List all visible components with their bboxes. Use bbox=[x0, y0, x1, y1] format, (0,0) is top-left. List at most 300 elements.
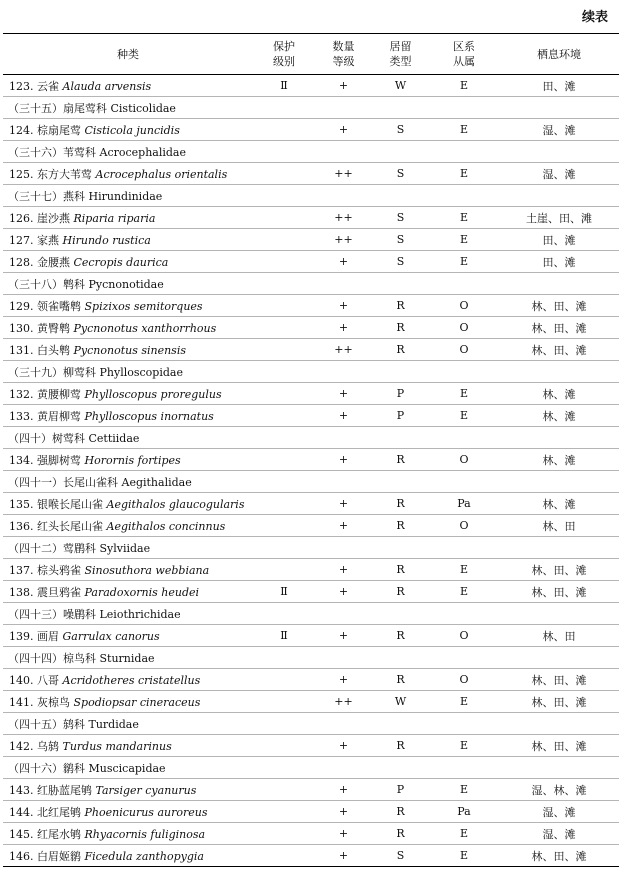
table-body bbox=[3, 75, 619, 867]
empty-cell bbox=[315, 273, 372, 295]
habitat: 湿、滩 bbox=[499, 801, 619, 823]
species-table bbox=[3, 33, 619, 867]
empty-cell bbox=[253, 603, 315, 625]
species-row bbox=[3, 449, 619, 471]
empty-cell bbox=[429, 141, 499, 163]
fauna-type: E bbox=[429, 735, 499, 757]
habitat: 林、田 bbox=[499, 625, 619, 647]
species-cn-name: 132. 黄腰柳莺 bbox=[9, 387, 81, 401]
empty-cell bbox=[499, 471, 619, 493]
residence-type: R bbox=[372, 801, 429, 823]
species-cn-name: 145. 红尾水鸲 bbox=[9, 827, 81, 841]
species-latin-name: Aegithalos concinnus bbox=[106, 519, 226, 533]
species-name bbox=[3, 691, 253, 713]
species-row bbox=[3, 515, 619, 537]
species-latin-name: Turdus mandarinus bbox=[62, 739, 172, 753]
family-label: （四十三）噪鹛科 Leiothrichidae bbox=[3, 603, 253, 625]
habitat: 田、滩 bbox=[499, 229, 619, 251]
species-latin-name: Paradoxornis heudei bbox=[84, 585, 200, 599]
residence-type: R bbox=[372, 493, 429, 515]
abundance-level: + bbox=[315, 779, 372, 801]
species-latin-name: Acrocephalus orientalis bbox=[95, 167, 228, 181]
species-name bbox=[3, 493, 253, 515]
species-latin-name: Hirundo rustica bbox=[62, 233, 151, 247]
empty-cell bbox=[315, 603, 372, 625]
residence-type: R bbox=[372, 339, 429, 361]
header-protection-line1: 保护 bbox=[273, 40, 295, 53]
residence-type: P bbox=[372, 405, 429, 427]
residence-type: R bbox=[372, 735, 429, 757]
species-row bbox=[3, 251, 619, 273]
species-name bbox=[3, 669, 253, 691]
empty-cell bbox=[315, 713, 372, 735]
family-row bbox=[3, 471, 619, 493]
species-cn-name: 135. 银喉长尾山雀 bbox=[9, 497, 103, 511]
fauna-type: E bbox=[429, 383, 499, 405]
abundance-level: + bbox=[315, 317, 372, 339]
species-name bbox=[3, 779, 253, 801]
empty-cell bbox=[429, 471, 499, 493]
species-name bbox=[3, 251, 253, 273]
habitat: 林、滩 bbox=[499, 405, 619, 427]
species-name bbox=[3, 163, 253, 185]
fauna-type: E bbox=[429, 845, 499, 867]
habitat: 湿、滩 bbox=[499, 163, 619, 185]
habitat: 林、田、滩 bbox=[499, 735, 619, 757]
species-latin-name: Spodiopsar cineraceus bbox=[73, 695, 201, 709]
family-row bbox=[3, 537, 619, 559]
species-name bbox=[3, 75, 253, 97]
empty-cell bbox=[253, 97, 315, 119]
empty-cell bbox=[253, 471, 315, 493]
protection-level bbox=[253, 207, 315, 229]
abundance-level: ++ bbox=[315, 163, 372, 185]
species-row bbox=[3, 735, 619, 757]
abundance-level: + bbox=[315, 581, 372, 603]
species-name bbox=[3, 449, 253, 471]
family-row bbox=[3, 273, 619, 295]
empty-cell bbox=[372, 141, 429, 163]
header-species bbox=[3, 34, 253, 75]
species-row bbox=[3, 119, 619, 141]
residence-type: R bbox=[372, 581, 429, 603]
protection-level: Ⅱ bbox=[253, 581, 315, 603]
family-label: （三十八）鹎科 Pycnonotidae bbox=[3, 273, 253, 295]
protection-level bbox=[253, 493, 315, 515]
species-row bbox=[3, 801, 619, 823]
species-row bbox=[3, 691, 619, 713]
abundance-level: + bbox=[315, 515, 372, 537]
species-cn-name: 137. 棕头鸦雀 bbox=[9, 563, 81, 577]
empty-cell bbox=[253, 185, 315, 207]
abundance-level: + bbox=[315, 801, 372, 823]
abundance-level: + bbox=[315, 845, 372, 867]
residence-type: S bbox=[372, 207, 429, 229]
fauna-type: E bbox=[429, 229, 499, 251]
family-label: （四十二）莺鹛科 Sylviidae bbox=[3, 537, 253, 559]
empty-cell bbox=[499, 141, 619, 163]
species-cn-name: 142. 乌鸫 bbox=[9, 739, 59, 753]
species-name bbox=[3, 229, 253, 251]
empty-cell bbox=[499, 427, 619, 449]
species-cn-name: 131. 白头鹎 bbox=[9, 343, 70, 357]
species-name bbox=[3, 515, 253, 537]
species-name bbox=[3, 823, 253, 845]
species-cn-name: 130. 黄臀鹎 bbox=[9, 321, 70, 335]
protection-level bbox=[253, 801, 315, 823]
habitat: 林、田、滩 bbox=[499, 691, 619, 713]
species-latin-name: Garrulax canorus bbox=[62, 629, 160, 643]
header-row bbox=[3, 34, 619, 75]
fauna-type: O bbox=[429, 515, 499, 537]
empty-cell bbox=[253, 537, 315, 559]
species-row bbox=[3, 625, 619, 647]
header-protection bbox=[253, 34, 315, 75]
protection-level bbox=[253, 295, 315, 317]
empty-cell bbox=[372, 471, 429, 493]
species-latin-name: Tarsiger cyanurus bbox=[95, 783, 197, 797]
species-latin-name: Phoenicurus auroreus bbox=[84, 805, 208, 819]
protection-level bbox=[253, 845, 315, 867]
species-row bbox=[3, 317, 619, 339]
abundance-level: + bbox=[315, 295, 372, 317]
residence-type: P bbox=[372, 383, 429, 405]
fauna-type: O bbox=[429, 317, 499, 339]
habitat: 林、田、滩 bbox=[499, 295, 619, 317]
abundance-level: + bbox=[315, 405, 372, 427]
species-latin-name: Cisticola juncidis bbox=[84, 123, 180, 137]
species-latin-name: Phylloscopus inornatus bbox=[84, 409, 214, 423]
habitat: 林、滩 bbox=[499, 383, 619, 405]
species-row bbox=[3, 295, 619, 317]
species-cn-name: 140. 八哥 bbox=[9, 673, 59, 687]
protection-level: Ⅱ bbox=[253, 75, 315, 97]
family-label: （四十五）鸫科 Turdidae bbox=[3, 713, 253, 735]
family-row bbox=[3, 757, 619, 779]
empty-cell bbox=[372, 537, 429, 559]
protection-level bbox=[253, 735, 315, 757]
empty-cell bbox=[429, 427, 499, 449]
protection-level bbox=[253, 559, 315, 581]
family-label: （三十六）苇莺科 Acrocephalidae bbox=[3, 141, 253, 163]
table-header bbox=[3, 34, 619, 75]
species-name bbox=[3, 801, 253, 823]
residence-type: W bbox=[372, 75, 429, 97]
empty-cell bbox=[315, 97, 372, 119]
abundance-level: + bbox=[315, 251, 372, 273]
fauna-type: E bbox=[429, 779, 499, 801]
fauna-type: Pa bbox=[429, 801, 499, 823]
header-fauna-line2: 从属 bbox=[453, 55, 475, 68]
family-row bbox=[3, 603, 619, 625]
residence-type: R bbox=[372, 515, 429, 537]
species-latin-name: Pycnonotus xanthorrhous bbox=[73, 321, 217, 335]
empty-cell bbox=[372, 427, 429, 449]
empty-cell bbox=[253, 361, 315, 383]
family-row bbox=[3, 141, 619, 163]
abundance-level: + bbox=[315, 625, 372, 647]
fauna-type: E bbox=[429, 207, 499, 229]
residence-type: S bbox=[372, 845, 429, 867]
empty-cell bbox=[315, 427, 372, 449]
fauna-type: O bbox=[429, 625, 499, 647]
empty-cell bbox=[429, 185, 499, 207]
empty-cell bbox=[429, 757, 499, 779]
habitat: 湿、滩 bbox=[499, 119, 619, 141]
residence-type: S bbox=[372, 163, 429, 185]
abundance-level: ++ bbox=[315, 691, 372, 713]
fauna-type: E bbox=[429, 405, 499, 427]
empty-cell bbox=[499, 361, 619, 383]
species-row bbox=[3, 559, 619, 581]
protection-level bbox=[253, 383, 315, 405]
species-latin-name: Horornis fortipes bbox=[84, 453, 181, 467]
header-abundance-line1: 数量 bbox=[332, 40, 355, 53]
abundance-level: + bbox=[315, 75, 372, 97]
species-row bbox=[3, 75, 619, 97]
empty-cell bbox=[253, 713, 315, 735]
family-label: （三十七）燕科 Hirundinidae bbox=[3, 185, 253, 207]
empty-cell bbox=[372, 185, 429, 207]
fauna-type: E bbox=[429, 75, 499, 97]
residence-type: S bbox=[372, 119, 429, 141]
protection-level bbox=[253, 251, 315, 273]
species-cn-name: 129. 领雀嘴鹎 bbox=[9, 299, 81, 313]
species-name bbox=[3, 405, 253, 427]
species-latin-name: Rhyacornis fuliginosa bbox=[84, 827, 206, 841]
species-name bbox=[3, 581, 253, 603]
fauna-type: O bbox=[429, 449, 499, 471]
habitat: 林、田、滩 bbox=[499, 339, 619, 361]
family-label: （三十九）柳莺科 Phylloscopidae bbox=[3, 361, 253, 383]
empty-cell bbox=[499, 603, 619, 625]
habitat: 田、滩 bbox=[499, 75, 619, 97]
empty-cell bbox=[315, 471, 372, 493]
species-name bbox=[3, 845, 253, 867]
header-abundance bbox=[315, 34, 372, 75]
species-row bbox=[3, 669, 619, 691]
species-cn-name: 133. 黄眉柳莺 bbox=[9, 409, 81, 423]
protection-level bbox=[253, 691, 315, 713]
protection-level bbox=[253, 449, 315, 471]
abundance-level: + bbox=[315, 669, 372, 691]
family-row bbox=[3, 97, 619, 119]
species-cn-name: 124. 棕扇尾莺 bbox=[9, 123, 81, 137]
habitat: 湿、林、滩 bbox=[499, 779, 619, 801]
residence-type: S bbox=[372, 251, 429, 273]
protection-level bbox=[253, 779, 315, 801]
header-residence bbox=[372, 34, 429, 75]
fauna-type: O bbox=[429, 669, 499, 691]
empty-cell bbox=[429, 273, 499, 295]
empty-cell bbox=[499, 97, 619, 119]
empty-cell bbox=[372, 361, 429, 383]
empty-cell bbox=[315, 537, 372, 559]
fauna-type: Pa bbox=[429, 493, 499, 515]
protection-level bbox=[253, 163, 315, 185]
header-habitat-label: 栖息环境 bbox=[537, 47, 581, 61]
fauna-type: E bbox=[429, 581, 499, 603]
habitat: 林、田、滩 bbox=[499, 581, 619, 603]
abundance-level: + bbox=[315, 559, 372, 581]
continued-label: 续表 bbox=[581, 10, 608, 25]
empty-cell bbox=[499, 185, 619, 207]
species-row bbox=[3, 339, 619, 361]
habitat: 林、田、滩 bbox=[499, 845, 619, 867]
species-cn-name: 144. 北红尾鸲 bbox=[9, 805, 81, 819]
family-row bbox=[3, 713, 619, 735]
fauna-type: E bbox=[429, 251, 499, 273]
header-abundance-line2: 等级 bbox=[332, 55, 355, 68]
residence-type: R bbox=[372, 559, 429, 581]
empty-cell bbox=[253, 273, 315, 295]
empty-cell bbox=[372, 603, 429, 625]
species-row bbox=[3, 823, 619, 845]
species-cn-name: 123. 云雀 bbox=[9, 79, 59, 93]
family-row bbox=[3, 427, 619, 449]
empty-cell bbox=[372, 97, 429, 119]
abundance-level: + bbox=[315, 449, 372, 471]
abundance-level: + bbox=[315, 119, 372, 141]
habitat: 湿、滩 bbox=[499, 823, 619, 845]
empty-cell bbox=[429, 97, 499, 119]
empty-cell bbox=[499, 273, 619, 295]
species-row bbox=[3, 383, 619, 405]
species-row bbox=[3, 229, 619, 251]
empty-cell bbox=[499, 537, 619, 559]
species-name bbox=[3, 207, 253, 229]
empty-cell bbox=[315, 647, 372, 669]
habitat: 林、田、滩 bbox=[499, 669, 619, 691]
habitat: 林、滩 bbox=[499, 449, 619, 471]
species-row bbox=[3, 163, 619, 185]
empty-cell bbox=[372, 757, 429, 779]
family-label: （四十）树莺科 Cettiidae bbox=[3, 427, 253, 449]
header-residence-line2: 类型 bbox=[389, 55, 412, 68]
species-row bbox=[3, 581, 619, 603]
species-name bbox=[3, 559, 253, 581]
species-cn-name: 125. 东方大苇莺 bbox=[9, 167, 92, 181]
species-cn-name: 146. 白眉姬鹟 bbox=[9, 849, 81, 863]
species-cn-name: 139. 画眉 bbox=[9, 629, 59, 643]
fauna-type: E bbox=[429, 119, 499, 141]
abundance-level: + bbox=[315, 493, 372, 515]
empty-cell bbox=[429, 537, 499, 559]
empty-cell bbox=[253, 757, 315, 779]
fauna-type: O bbox=[429, 339, 499, 361]
protection-level bbox=[253, 119, 315, 141]
family-label: （四十一）长尾山雀科 Aegithalidae bbox=[3, 471, 253, 493]
habitat: 林、田 bbox=[499, 515, 619, 537]
species-name bbox=[3, 625, 253, 647]
species-cn-name: 126. 崖沙燕 bbox=[9, 211, 70, 225]
residence-type: W bbox=[372, 691, 429, 713]
header-fauna-line1: 区系 bbox=[453, 40, 475, 53]
empty-cell bbox=[253, 427, 315, 449]
empty-cell bbox=[499, 713, 619, 735]
fauna-type: E bbox=[429, 559, 499, 581]
abundance-level: ++ bbox=[315, 207, 372, 229]
header-species-label: 种类 bbox=[117, 47, 139, 61]
abundance-level: + bbox=[315, 383, 372, 405]
header-fauna bbox=[429, 34, 499, 75]
species-latin-name: Pycnonotus sinensis bbox=[73, 343, 186, 357]
residence-type: R bbox=[372, 295, 429, 317]
empty-cell bbox=[429, 647, 499, 669]
protection-level bbox=[253, 339, 315, 361]
family-row bbox=[3, 647, 619, 669]
residence-type: R bbox=[372, 823, 429, 845]
empty-cell bbox=[315, 185, 372, 207]
species-row bbox=[3, 779, 619, 801]
habitat: 土崖、田、滩 bbox=[499, 207, 619, 229]
species-cn-name: 141. 灰椋鸟 bbox=[9, 695, 70, 709]
empty-cell bbox=[315, 141, 372, 163]
empty-cell bbox=[429, 713, 499, 735]
abundance-level: ++ bbox=[315, 229, 372, 251]
residence-type: R bbox=[372, 669, 429, 691]
empty-cell bbox=[372, 713, 429, 735]
family-label: （四十四）椋鸟科 Sturnidae bbox=[3, 647, 253, 669]
species-name bbox=[3, 119, 253, 141]
abundance-level: + bbox=[315, 823, 372, 845]
species-latin-name: Spizixos semitorques bbox=[84, 299, 203, 313]
species-name bbox=[3, 383, 253, 405]
empty-cell bbox=[253, 647, 315, 669]
species-cn-name: 136. 红头长尾山雀 bbox=[9, 519, 103, 533]
residence-type: R bbox=[372, 449, 429, 471]
empty-cell bbox=[315, 757, 372, 779]
empty-cell bbox=[429, 603, 499, 625]
species-cn-name: 138. 震旦鸦雀 bbox=[9, 585, 81, 599]
protection-level: Ⅱ bbox=[253, 625, 315, 647]
protection-level bbox=[253, 669, 315, 691]
empty-cell bbox=[372, 273, 429, 295]
species-cn-name: 127. 家燕 bbox=[9, 233, 59, 247]
empty-cell bbox=[315, 361, 372, 383]
species-cn-name: 143. 红胁蓝尾鸲 bbox=[9, 783, 92, 797]
species-latin-name: Riparia riparia bbox=[73, 211, 156, 225]
empty-cell bbox=[429, 361, 499, 383]
species-row bbox=[3, 405, 619, 427]
residence-type: R bbox=[372, 317, 429, 339]
species-latin-name: Cecropis daurica bbox=[73, 255, 169, 269]
empty-cell bbox=[253, 141, 315, 163]
empty-cell bbox=[499, 647, 619, 669]
residence-type: P bbox=[372, 779, 429, 801]
family-label: （四十六）鹟科 Muscicapidae bbox=[3, 757, 253, 779]
fauna-type: O bbox=[429, 295, 499, 317]
header-habitat bbox=[499, 34, 619, 75]
habitat: 林、田、滩 bbox=[499, 317, 619, 339]
species-latin-name: Phylloscopus proregulus bbox=[84, 387, 222, 401]
habitat: 林、滩 bbox=[499, 493, 619, 515]
species-name bbox=[3, 295, 253, 317]
family-row bbox=[3, 185, 619, 207]
residence-type: S bbox=[372, 229, 429, 251]
species-cn-name: 134. 强脚树莺 bbox=[9, 453, 81, 467]
habitat: 田、滩 bbox=[499, 251, 619, 273]
species-name bbox=[3, 339, 253, 361]
species-name bbox=[3, 735, 253, 757]
species-latin-name: Sinosuthora webbiana bbox=[84, 563, 210, 577]
species-row bbox=[3, 207, 619, 229]
protection-level bbox=[253, 317, 315, 339]
fauna-type: E bbox=[429, 163, 499, 185]
family-row bbox=[3, 361, 619, 383]
protection-level bbox=[253, 823, 315, 845]
residence-type: R bbox=[372, 625, 429, 647]
